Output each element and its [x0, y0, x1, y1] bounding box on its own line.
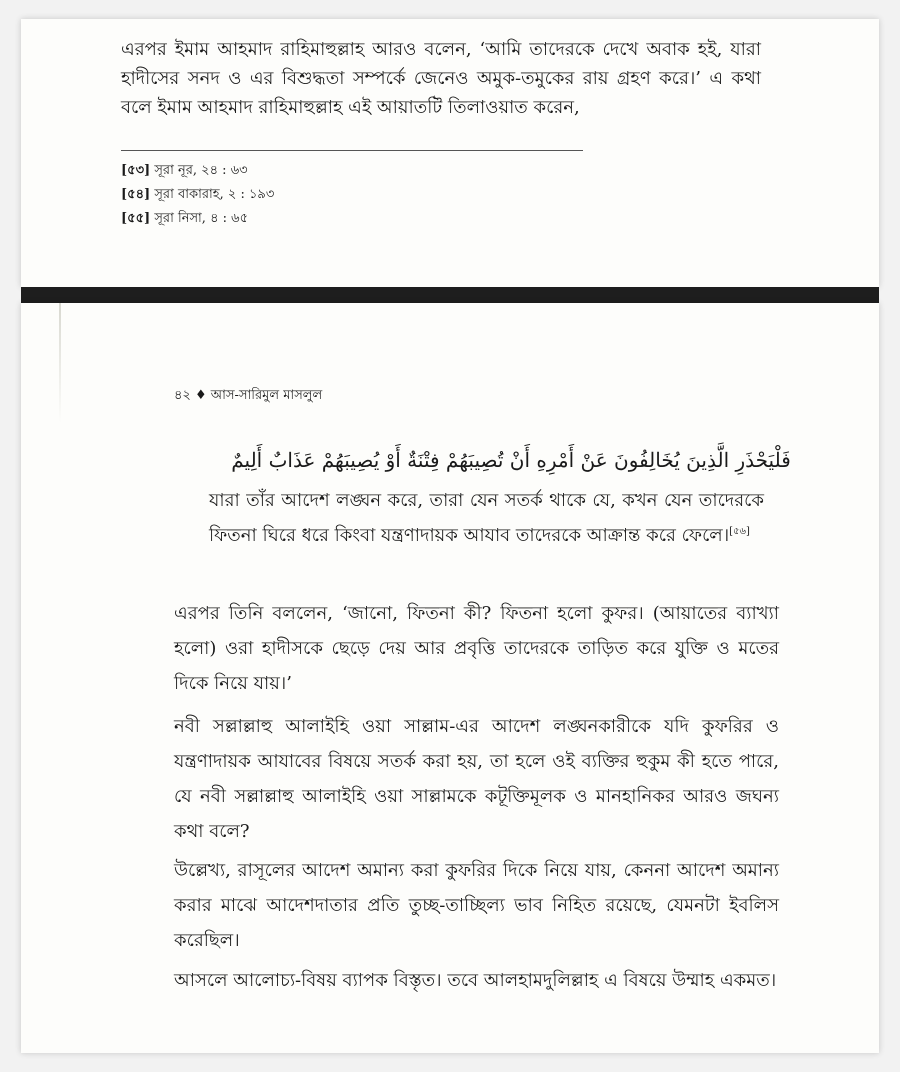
footnote-text: সূরা বাকারাহ, ২ : ১৯৩ — [154, 187, 275, 202]
footnote-separator-rule — [121, 150, 583, 151]
footnote-item — [121, 207, 274, 231]
top-paragraph: এরপর ইমাম আহমাদ রাহিমাহুল্লাহ আরও বলেন, ‘আমি তাদেরকে দেখে অবাক হই, যারা হাদীসের সনদ ও এর বিশুদ্ধতা সম্পর্কে জেনেও অমুক-তমুকের রায় গ্রহণ করে।’ এ কথা বলে ইমাম আহমাদ রাহিমাহুল্লাহ এই আয়াতটি তিলাওয়াত করেন, — [121, 39, 761, 118]
body-paragraph: এরপর তিনি বললেন, ‘জানো, ফিতনা কী? ফিতনা হলো কুফর। (আয়াতের ব্যাখ্যা হলো) ওরা হাদীসকে ছেড়ে দেয় আর প্রবৃত্তি তাদেরকে তাড়িত করে যুক্তি ও মতের দিকে নিয়ে যায়।’ — [174, 603, 779, 694]
verse-translation — [209, 483, 764, 553]
body-paragraph: উল্লেখ্য, রাসূলের আদেশ অমান্য করা কুফরির দিকে নিয়ে যায়, কেননা আদেশ অমান্য করার মাঝে আদেশদাতার প্রতি তুচ্ছ-তাচ্ছিল্য ভাব নিহিত রয়েছে, যেমনটা ইবলিস করেছিল। — [174, 860, 779, 951]
footnote-text: সূরা নিসা, ৪ : ৬৫ — [154, 211, 249, 226]
footnote-marker: [৫৪] — [121, 187, 151, 202]
footnote-item — [121, 183, 274, 207]
page-binding-shadow — [59, 303, 61, 423]
running-header: ৪২ ♦ আস-সারিমুল মাসলুল — [174, 388, 323, 403]
body-paragraph: আসলে আলোচ্য-বিষয় ব্যাপক বিস্তৃত। তবে আলহামদুলিল্লাহ এ বিষয়ে উম্মাহ একমত। — [174, 970, 777, 991]
arabic-verse: فَلْيَحْذَرِ الَّذِينَ يُخَالِفُونَ عَنْ أَمْرِهِ أَنْ تُصِيبَهُمْ فِتْنَةٌ أَوْ يُصِيبَهُمْ عَذَابٌ أَلِيمٌ — [231, 448, 791, 472]
footnote-list — [121, 159, 274, 231]
footnote-reference: [৫৬] — [729, 526, 750, 537]
body-paragraph: নবী সল্লাল্লাহু আলাইহি ওয়া সাল্লাম-এর আদেশ লঙ্ঘনকারীকে যদি কুফরির ও যন্ত্রণাদায়ক আযাবের বিষয়ে সতর্ক করা হয়, তা হলে ওই ব্যক্তির হুকুম কী হতে পারে, যে নবী সল্লাল্লাহু আলাইহি ওয়া সাল্লামকে কটূক্তিমূলক ও মানহানিকর আরও জঘন্য কথা বলে? — [174, 716, 779, 842]
footnote-marker: [৫৩] — [121, 163, 151, 178]
footnote-marker: [৫৫] — [121, 211, 151, 226]
verse-translation-text: যারা তাঁর আদেশ লঙ্ঘন করে, তারা যেন সতর্ক থাকে যে, কখন যেন তাদেরকে ফিতনা ঘিরে ধরে কিংবা যন্ত্রণাদায়ক আযাব তাদেরকে আক্রান্ত করে ফেলে। — [209, 490, 764, 546]
footnote-item — [121, 159, 274, 183]
top-page-scan — [21, 19, 879, 287]
page-divider-bar — [21, 287, 879, 303]
bottom-page-scan — [21, 303, 879, 1053]
footnote-text: সূরা নূর, ২৪ : ৬৩ — [154, 163, 248, 178]
